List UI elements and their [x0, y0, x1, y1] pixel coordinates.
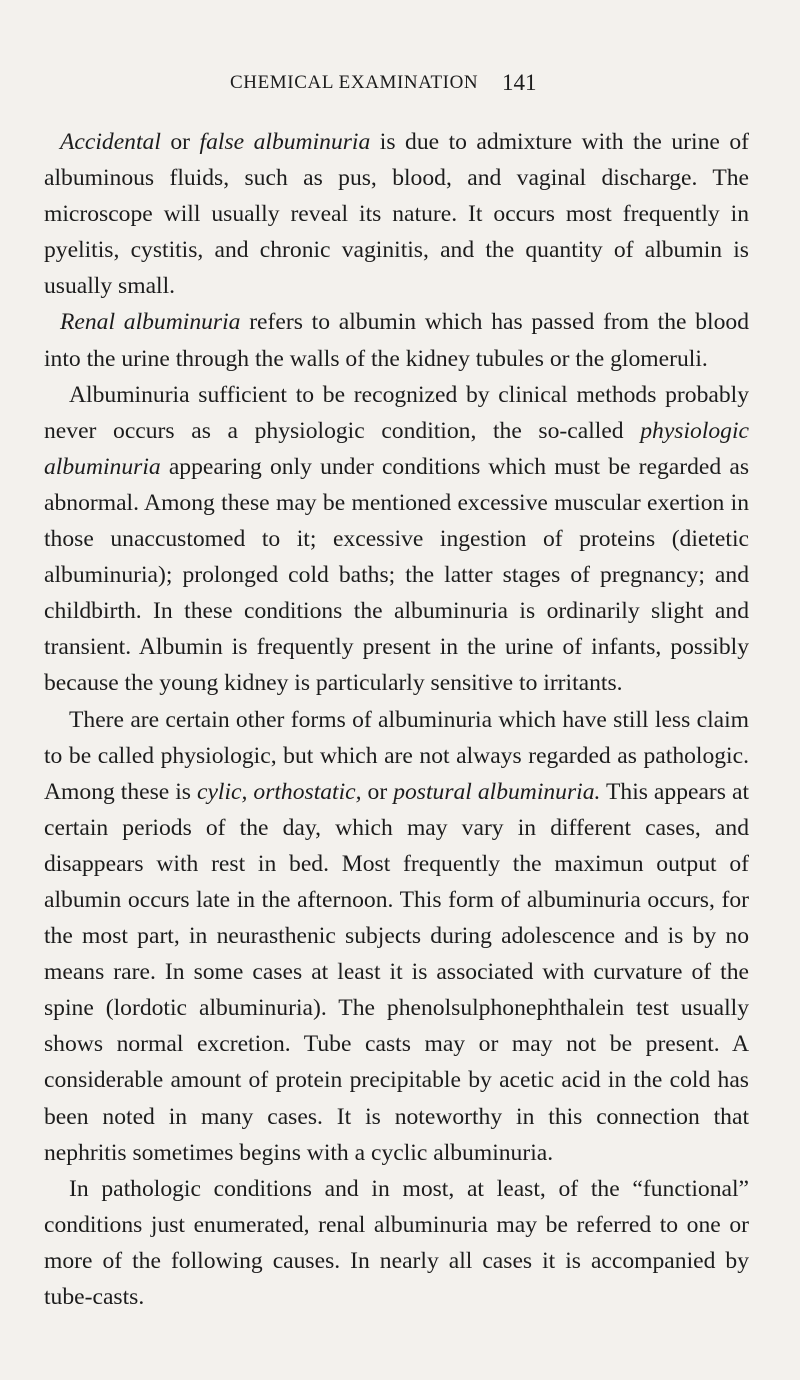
text-segment: is due to admixture with the urine of albuminous fluids, such as pus, blood, and vaginal discharge. The microscope will usually reveal its nature. It occurs most frequently in pyelitis, cystitis, and chronic vaginitis, and the quantity of albumin is usually small.	[44, 129, 749, 300]
paragraph-postural-albuminuria	[44, 702, 749, 1171]
body-text	[44, 124, 749, 1315]
text-segment: or	[361, 778, 394, 805]
paragraph-physiologic-albuminuria	[44, 377, 749, 702]
paragraph-accidental-albuminuria	[44, 124, 749, 304]
text-segment: In pathologic conditions and in most, at least, of the “functional” conditions just enumerated, renal albuminuria may be referred to one or more of the following causes. In nearly all cases it is accompanied by tube-casts.	[44, 1175, 749, 1310]
paragraph-pathologic-conditions	[44, 1171, 749, 1315]
paragraph-renal-albuminuria	[44, 304, 749, 376]
text-segment: This appears at certain periods of the day, which may vary in different cases, and disappears with rest in bed. Most frequently the maximun output of albumin occurs late in the afternoon. This form of albuminuria occurs, for the most part, in neurasthenic subjects during adolescence and is by no means rare. In some cases at least it is associated with curvature of the spine (lordotic albuminuria). The phenolsulphonephthalein test usually shows normal excretion. Tube casts may or may not be present. A considerable amount of protein precipitable by acetic acid in the cold has been noted in many cases. It is noteworthy in this connection that nephritis sometimes begins with a cyclic albuminuria.	[44, 778, 749, 1166]
text-segment: Albuminuria sufficient to be recognized by clinical methods probably never occurs as a physiologic condition, the so-called	[44, 381, 749, 444]
page-number: 141	[502, 70, 537, 95]
text-segment: or	[160, 129, 200, 155]
term-renal-albuminuria: Renal albuminuria	[60, 309, 241, 336]
text-segment: There are certain other forms of albuminuria which have still less claim to be called physiologic, but which are not always regarded as pathologic. Among these is	[44, 706, 749, 805]
term-physiologic-albuminuria: physiologic albuminuria	[44, 417, 749, 480]
term-accidental: Accidental	[60, 129, 161, 155]
term-postural-albuminuria: postural albuminuria.	[393, 778, 601, 805]
running-head: CHEMICAL EXAMINATION	[230, 72, 479, 93]
term-cylic-orthostatic: cylic, orthostatic,	[196, 778, 362, 805]
text-segment: refers to albumin which has passed from the blood into the urine through the walls of the kidney tubules or the glomeruli.	[44, 309, 749, 372]
term-false-albuminuria: false albuminuria	[199, 129, 371, 155]
text-segment: appearing only under conditions which must be regarded as abnormal. Among these may be mentioned excessive muscular exertion in those unaccustomed to it; excessive ingestion of proteins (dietetic albuminuria); prolonged cold baths; the latter stages of pregnancy; and childbirth. In these conditions the albuminuria is ordinarily slight and transient. Albumin is frequently present in the urine of infants, possibly because the young kidney is particularly sensitive to irritants.	[44, 453, 749, 697]
